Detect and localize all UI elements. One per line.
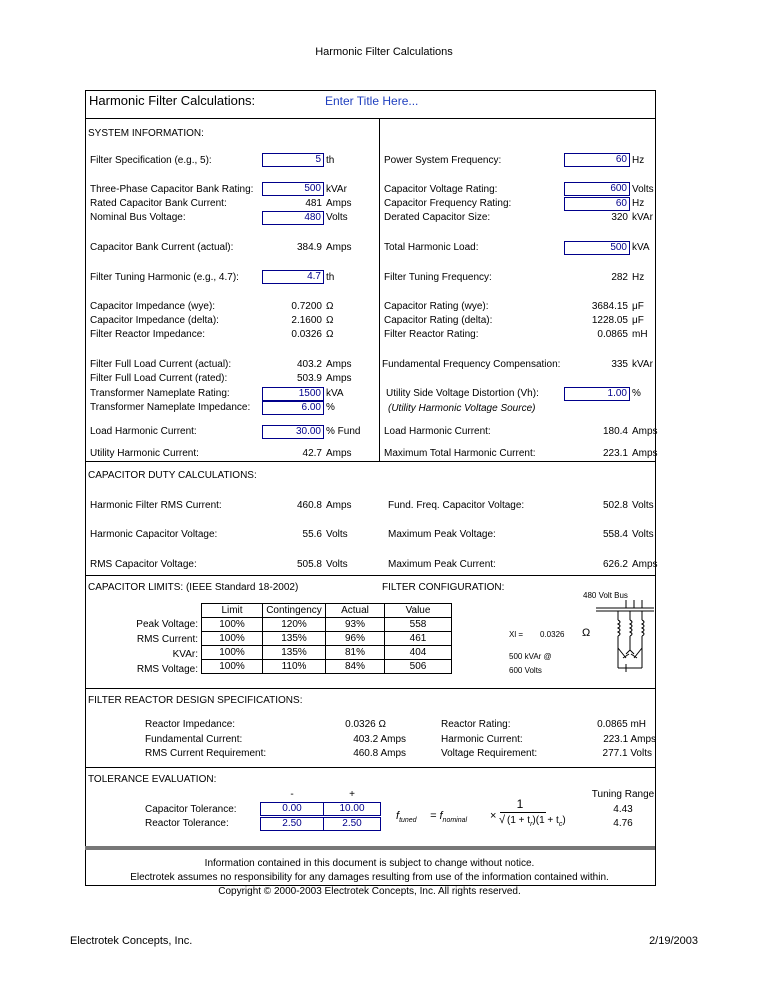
- fund-comp-label: Fundamental Frequency Compensation:: [382, 359, 561, 370]
- power-freq-unit: Hz: [632, 155, 645, 166]
- limits-table: [201, 603, 452, 674]
- rms-cap-voltage-value: 505.8: [296, 559, 322, 570]
- divider: [85, 118, 655, 119]
- xfmr-impedance-unit: %: [326, 402, 335, 413]
- utility-vdist-unit: %: [632, 388, 641, 399]
- tuning-harmonic-unit: th: [326, 272, 335, 283]
- cap-voltage-rating-input[interactable]: 600: [564, 182, 630, 196]
- table-cell: 120%: [263, 618, 326, 632]
- load-harmonic-current-label: Load Harmonic Current:: [90, 426, 197, 437]
- footer-company: Electrotek Concepts, Inc.: [70, 935, 193, 947]
- max-total-harmonic-unit: Amps: [632, 448, 658, 459]
- table-cell: 558: [385, 618, 452, 632]
- rms-current-value: 460.8: [296, 500, 322, 511]
- limit-row-label: RMS Voltage:: [136, 664, 198, 675]
- worksheet-title: Harmonic Filter Calculations:: [89, 93, 256, 108]
- column-divider: [379, 119, 380, 461]
- fund-current-value: 403.2 Amps: [353, 734, 406, 745]
- rated-cap-current-unit: Amps: [326, 198, 352, 209]
- cap-bank-rating-unit: kVAr: [326, 184, 347, 195]
- tuning-range-label: Tuning Range: [591, 789, 655, 800]
- filter-spec-unit: th: [326, 155, 335, 166]
- xfmr-impedance-input[interactable]: 6.00: [262, 401, 324, 415]
- harm-cap-voltage-unit: Volts: [326, 529, 348, 540]
- cap-volts-label: 600 Volts: [509, 666, 542, 675]
- config-heading: FILTER CONFIGURATION:: [382, 582, 505, 593]
- system-info-heading: SYSTEM INFORMATION:: [88, 128, 204, 139]
- harm-current-label: Harmonic Current:: [441, 734, 523, 745]
- rms-current-label: Harmonic Filter RMS Current:: [90, 500, 222, 511]
- cap-freq-rating-input[interactable]: 60: [564, 197, 630, 211]
- harm-current-value: 223.1 Amps: [603, 734, 656, 745]
- table-row: [202, 632, 452, 646]
- cap-rating-wye-unit: μF: [632, 301, 644, 312]
- reactor-impedance-unit: Ω: [326, 329, 334, 340]
- utility-vdist-note: (Utility Harmonic Voltage Source): [388, 403, 536, 414]
- formula-denominator: [507, 815, 566, 831]
- load-harmonic-amps-value: 180.4: [602, 426, 628, 437]
- cap-freq-rating-unit: Hz: [632, 198, 645, 209]
- table-cell: 81%: [326, 646, 385, 660]
- reactor-coil: [630, 620, 632, 636]
- cap-bank-rating-label: Three-Phase Capacitor Bank Rating:: [90, 184, 254, 195]
- cap-impedance-delta-unit: Ω: [326, 315, 334, 326]
- plus-header: +: [349, 789, 355, 800]
- cap-freq-rating-label: Capacitor Frequency Rating:: [384, 198, 512, 209]
- divider: [85, 461, 655, 462]
- cap-tolerance-minus-input[interactable]: 0.00: [260, 802, 324, 816]
- formula-times: ×: [490, 810, 497, 822]
- rated-cap-current-label: Rated Capacitor Bank Current:: [90, 198, 227, 209]
- table-cell: 135%: [263, 646, 326, 660]
- rms-req-label: RMS Current Requirement:: [145, 748, 267, 759]
- column-header: Actual: [326, 604, 385, 618]
- xfmr-rating-unit: kVA: [326, 388, 344, 399]
- limit-row-label: KVAr:: [172, 649, 198, 660]
- disclaimer-line: Information contained in this document is subject to change without notice.: [204, 858, 535, 869]
- utility-vdist-label: Utility Side Voltage Distortion (Vh):: [386, 388, 539, 399]
- derated-cap-size-value: 320: [611, 212, 628, 223]
- rms-current-unit: Amps: [326, 500, 352, 511]
- reactor-rating-spec-value: 0.0865 mH: [597, 719, 646, 730]
- title-entry-field[interactable]: Enter Title Here...: [325, 94, 419, 108]
- harm-cap-voltage-label: Harmonic Capacitor Voltage:: [90, 529, 218, 540]
- table-cell: 135%: [263, 632, 326, 646]
- nominal-bus-voltage-unit: Volts: [326, 212, 348, 223]
- full-load-actual-label: Filter Full Load Current (actual):: [90, 359, 232, 370]
- reactor-rating-label: Filter Reactor Rating:: [384, 329, 479, 340]
- limit-row-label: Peak Voltage:: [136, 619, 198, 630]
- xl-label: Xl =: [509, 630, 524, 639]
- table-row: [202, 646, 452, 660]
- cap-impedance-wye-label: Capacitor Impedance (wye):: [90, 301, 216, 312]
- derated-cap-size-unit: kVAr: [632, 212, 653, 223]
- formula-den-a: (1 + t: [507, 815, 531, 826]
- full-load-rated-unit: Amps: [326, 373, 352, 384]
- cap-impedance-delta-value: 2.1600: [291, 315, 322, 326]
- formula-sub-nominal: nominal: [442, 817, 468, 825]
- table-cell: 96%: [326, 632, 385, 646]
- formula-f: f: [396, 810, 400, 822]
- load-harmonic-amps-unit: Amps: [632, 426, 658, 437]
- minus-header: -: [290, 789, 294, 800]
- reactor-tolerance-plus-input[interactable]: 2.50: [323, 817, 381, 831]
- fund-comp-value: 335: [611, 359, 628, 370]
- bus-label: 480 Volt Bus: [583, 591, 628, 600]
- xfmr-impedance-label: Transformer Nameplate Impedance:: [90, 402, 251, 413]
- max-peak-current-unit: Amps: [632, 559, 658, 570]
- cap-rating-delta-value: 1228.05: [591, 315, 628, 326]
- page-header-title: Harmonic Filter Calculations: [315, 46, 453, 58]
- table-cell: 93%: [326, 618, 385, 632]
- voltage-req-label: Voltage Requirement:: [441, 748, 538, 759]
- cap-voltage-rating-label: Capacitor Voltage Rating:: [384, 184, 498, 195]
- table-cell: 404: [385, 646, 452, 660]
- section-separator-bar: [85, 846, 655, 850]
- max-total-harmonic-label: Maximum Total Harmonic Current:: [384, 448, 536, 459]
- table-cell: 100%: [202, 632, 263, 646]
- full-load-rated-label: Filter Full Load Current (rated):: [90, 373, 228, 384]
- limits-heading: CAPACITOR LIMITS: (IEEE Standard 18-2002): [88, 582, 299, 593]
- filter-spec-input[interactable]: 5: [262, 153, 324, 167]
- disclaimer-line: Copyright © 2000-2003 Electrotek Concepts, Inc. All rights reserved.: [218, 886, 521, 897]
- full-load-actual-unit: Amps: [326, 359, 352, 370]
- cap-impedance-wye-unit: Ω: [326, 301, 334, 312]
- tuning-freq-unit: Hz: [632, 272, 645, 283]
- formula-den-end: ): [562, 815, 566, 826]
- formula-equals: = f: [430, 810, 443, 822]
- reactor-tolerance-minus-input[interactable]: 2.50: [260, 817, 324, 831]
- table-cell: 100%: [202, 660, 263, 674]
- cap-bank-current-unit: Amps: [326, 242, 352, 253]
- filter-one-line-diagram: [596, 598, 656, 680]
- divider: [85, 767, 655, 768]
- utility-harmonic-current-value: 42.7: [302, 448, 322, 459]
- column-header: Limit: [202, 604, 263, 618]
- table-cell: 506: [385, 660, 452, 674]
- reactor-rating-value: 0.0865: [597, 329, 628, 340]
- formula-sqrt-sign: √: [499, 814, 506, 826]
- column-header: Value: [385, 604, 452, 618]
- table-row: [202, 618, 452, 632]
- reactor-impedance-spec-label: Reactor Impedance:: [145, 719, 236, 730]
- cap-bank-rating-input[interactable]: 500: [262, 182, 324, 196]
- max-total-harmonic-value: 223.1: [602, 448, 628, 459]
- power-freq-label: Power System Frequency:: [384, 155, 502, 166]
- fund-cap-voltage-unit: Volts: [632, 500, 654, 511]
- max-peak-voltage-unit: Volts: [632, 529, 654, 540]
- xfmr-rating-input[interactable]: 1500: [262, 387, 324, 401]
- cap-rating-delta-unit: μF: [632, 315, 644, 326]
- xl-value: 0.0326: [540, 630, 565, 639]
- cap-impedance-delta-label: Capacitor Impedance (delta):: [90, 315, 219, 326]
- rms-req-value: 460.8 Amps: [353, 748, 406, 759]
- table-row: [202, 660, 452, 674]
- divider: [85, 688, 655, 689]
- formula-den-b: )(1 + t: [532, 815, 559, 826]
- column-header: Contingency: [263, 604, 326, 618]
- fund-cap-voltage-label: Fund. Freq. Capacitor Voltage:: [388, 500, 525, 511]
- table-header-row: [202, 604, 452, 618]
- cap-rating-wye-label: Capacitor Rating (wye):: [384, 301, 489, 312]
- divider: [85, 575, 655, 576]
- harm-cap-voltage-value: 55.6: [302, 529, 322, 540]
- tuning-harmonic-label: Filter Tuning Harmonic (e.g., 4.7):: [90, 272, 239, 283]
- fund-cap-voltage-value: 502.8: [602, 500, 628, 511]
- formula-den-c: c: [558, 821, 563, 828]
- tuning-range-high: 4.76: [613, 818, 633, 829]
- max-peak-current-value: 626.2: [602, 559, 628, 570]
- power-freq-input[interactable]: 60: [564, 153, 630, 167]
- reactor-heading: FILTER REACTOR DESIGN SPECIFICATIONS:: [88, 695, 303, 706]
- tolerance-heading: TOLERANCE EVALUATION:: [88, 774, 217, 785]
- fraction-bar: [500, 812, 546, 813]
- duty-heading: CAPACITOR DUTY CALCULATIONS:: [88, 470, 257, 481]
- formula-rhs: [430, 810, 467, 827]
- cap-kvar-label: 500 kVAr @: [509, 652, 552, 661]
- rated-cap-current-value: 481: [305, 198, 322, 209]
- formula-numerator: 1: [516, 797, 524, 811]
- total-harmonic-load-input[interactable]: 500: [564, 241, 630, 255]
- cap-rating-wye-value: 3684.15: [591, 301, 628, 312]
- utility-vdist-input[interactable]: 1.00: [564, 387, 630, 401]
- disclaimer-line: Electrotek assumes no responsibility for any damages resulting from use of the information contained within.: [130, 872, 609, 883]
- utility-harmonic-current-label: Utility Harmonic Current:: [90, 448, 199, 459]
- total-harmonic-load-unit: kVA: [632, 242, 650, 253]
- voltage-req-value: 277.1 Volts: [602, 748, 652, 759]
- reactor-coil: [642, 620, 644, 636]
- reactor-tolerance-label: Reactor Tolerance:: [145, 818, 229, 829]
- fund-comp-unit: kVAr: [632, 359, 653, 370]
- table-cell: 461: [385, 632, 452, 646]
- tuning-freq-label: Filter Tuning Frequency:: [384, 272, 492, 283]
- load-harmonic-amps-label: Load Harmonic Current:: [384, 426, 491, 437]
- cap-bank-current-label: Capacitor Bank Current (actual):: [90, 242, 234, 253]
- formula-lhs: [396, 810, 417, 827]
- rms-cap-voltage-unit: Volts: [326, 559, 348, 570]
- reactor-impedance-value: 0.0326: [291, 329, 322, 340]
- derated-cap-size-label: Derated Capacitor Size:: [384, 212, 491, 223]
- table-cell: 100%: [202, 618, 263, 632]
- reactor-rating-spec-label: Reactor Rating:: [441, 719, 511, 730]
- cap-bank-current-value: 384.9: [296, 242, 322, 253]
- max-peak-voltage-label: Maximum Peak Voltage:: [388, 529, 496, 540]
- nominal-bus-voltage-label: Nominal Bus Voltage:: [90, 212, 186, 223]
- reactor-coil: [618, 620, 620, 636]
- utility-harmonic-current-unit: Amps: [326, 448, 352, 459]
- xl-unit: Ω: [582, 627, 591, 639]
- table-cell: 84%: [326, 660, 385, 674]
- load-harmonic-current-unit: % Fund: [326, 426, 361, 437]
- reactor-rating-unit: mH: [632, 329, 648, 340]
- table-cell: 110%: [263, 660, 326, 674]
- tuning-freq-value: 282: [611, 272, 628, 283]
- footer-date: 2/19/2003: [649, 935, 698, 947]
- cap-tolerance-label: Capacitor Tolerance:: [145, 804, 237, 815]
- load-harmonic-current-input[interactable]: 30.00: [262, 425, 324, 439]
- rms-cap-voltage-label: RMS Capacitor Voltage:: [90, 559, 197, 570]
- cap-rating-delta-label: Capacitor Rating (delta):: [384, 315, 493, 326]
- formula-den-r: r: [530, 821, 533, 828]
- full-load-actual-value: 403.2: [296, 359, 322, 370]
- full-load-rated-value: 503.9: [296, 373, 322, 384]
- limit-row-label: RMS Current:: [136, 634, 198, 645]
- table-cell: 100%: [202, 646, 263, 660]
- max-peak-current-label: Maximum Peak Current:: [388, 559, 496, 570]
- reactor-impedance-label: Filter Reactor Impedance:: [90, 329, 206, 340]
- fund-current-label: Fundamental Current:: [145, 734, 243, 745]
- filter-spec-label: Filter Specification (e.g., 5):: [90, 155, 212, 166]
- cap-voltage-rating-unit: Volts: [632, 184, 654, 195]
- cap-tolerance-plus-input[interactable]: 10.00: [323, 802, 381, 816]
- reactor-impedance-spec-value: 0.0326 Ω: [345, 719, 386, 730]
- tuning-harmonic-input[interactable]: 4.7: [262, 270, 324, 284]
- nominal-bus-voltage-input[interactable]: 480: [262, 211, 324, 225]
- total-harmonic-load-label: Total Harmonic Load:: [384, 242, 479, 253]
- max-peak-voltage-value: 558.4: [602, 529, 628, 540]
- xfmr-rating-label: Transformer Nameplate Rating:: [90, 388, 230, 399]
- formula-sub-tuned: tuned: [399, 817, 417, 825]
- tuning-range-low: 4.43: [613, 804, 633, 815]
- cap-impedance-wye-value: 0.7200: [291, 301, 322, 312]
